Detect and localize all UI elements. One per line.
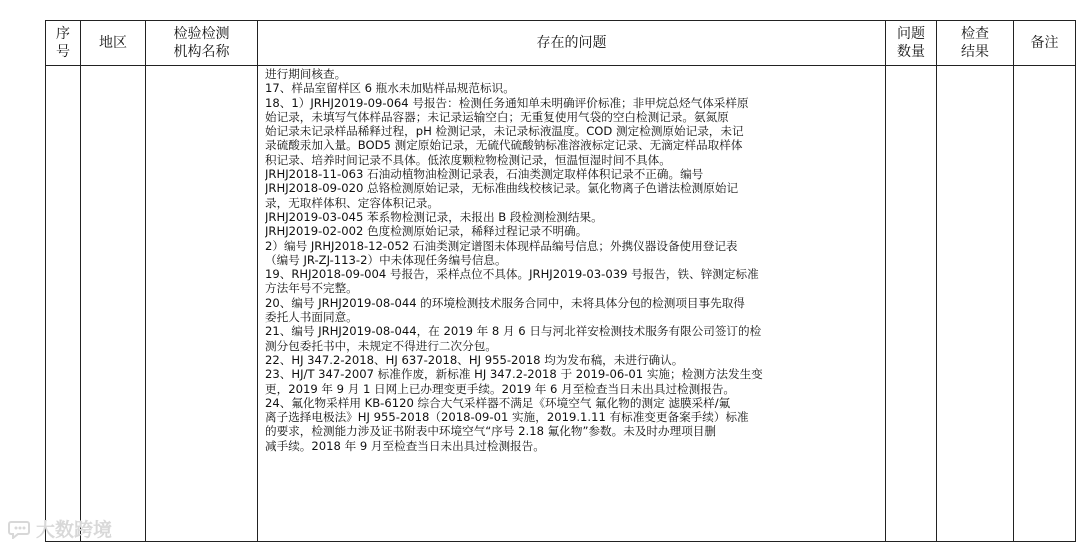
cell-count — [886, 66, 937, 542]
header-region: 地区 — [81, 21, 146, 66]
header-seq: 序 号 — [46, 21, 81, 66]
issue-line: 的要求，检测能力涉及证书附表中环境空气“序号 2.18 氟化物”参数。未及时办理项目删 — [265, 424, 716, 439]
cell-remark — [1014, 66, 1076, 542]
issue-line: 委托人书面同意。 — [265, 310, 358, 325]
issue-line: 24、氟化物采样用 KB-6120 综合大气采样器不满足《环境空气 氟化物的测定 滤膜采样/氟 — [265, 395, 731, 410]
cell-region — [81, 66, 146, 542]
issue-line: JRHJ2018-11-063 石油动植物油检测记录表，石油类测定取样体积记录不正确。编号 — [265, 167, 704, 182]
header-row — [46, 21, 1076, 66]
issue-line: 23、HJ/T 347-2007 标准作废，新标准 HJ 347.2-2018 于 2019-06-01 实施；检测方法发生变 — [265, 367, 763, 382]
issue-line: 22、HJ 347.2-2018、HJ 637-2018、HJ 955-2018 均为发布稿，未进行确认。 — [265, 352, 684, 367]
issue-line: 测分包委托书中，未规定不得进行二次分包。 — [265, 338, 497, 353]
issue-line: 21、编号 JRHJ2019-08-044，在 2019 年 8 月 6 日与河北祥安检测技术服务有限公司签订的检 — [265, 324, 762, 339]
issue-line: 方法年号不完整。 — [265, 281, 358, 296]
header-issues: 存在的问题 — [258, 21, 886, 66]
cell-agency — [146, 66, 258, 542]
issue-line: JRHJ2018-09-020 总铬检测原始记录，无标准曲线校核记录。氯化物离子色谱法检测原始记 — [265, 181, 739, 196]
inspection-table — [45, 20, 1076, 542]
issue-line: 始记录，未填写气体样品容器；未记录运输空白；无重复使用气袋的空白检测记录。氨氮原 — [265, 109, 729, 124]
cell-seq — [46, 66, 81, 542]
issue-line: JRHJ2019-02-002 色度检测原始记录，稀释过程记录不明确。 — [265, 224, 588, 239]
issue-line: 积记录、培养时间记录不具体。低浓度颗粒物检测记录，恒温恒湿时间不具体。 — [265, 152, 671, 167]
chat-bubble-icon — [8, 519, 32, 539]
cell-issues — [258, 66, 886, 542]
issue-line: 录，无取样体积、定容体积记录。 — [265, 195, 439, 210]
issue-line: 更，2019 年 9 月 1 日网上已办理变更手续。2019 年 6 月至检查当日未出具过检测报告。 — [265, 381, 736, 396]
header-agency: 检验检测 机构名称 — [146, 21, 258, 66]
issue-line: （编号 JR-ZJ-113-2）中未体现任务编号信息。 — [265, 252, 507, 267]
issue-line: 19、RHJ2018-09-004 号报告，采样点位不具体。JRHJ2019-03-039 号报告，铁、锌测定标准 — [265, 267, 759, 282]
issue-line: 进行期间核查。 — [265, 67, 347, 81]
cell-result — [937, 66, 1014, 542]
issue-line: 18、1）JRHJ2019-09-064 号报告：检测任务通知单未明确评价标准；非甲烷总烃气体采样原 — [265, 95, 749, 110]
issue-line: 2）编号 JRHJ2018-12-052 石油类测定谱图未体现样品编号信息；外携仪器设备使用登记表 — [265, 238, 738, 253]
issue-line: 20、编号 JRHJ2019-08-044 的环境检测技术服务合同中，未将具体分包的检测项目事先取得 — [265, 295, 745, 310]
header-result: 检查 结果 — [937, 21, 1014, 66]
issue-line: 17、样品室留样区 6 瓶水未加贴样品规范标识。 — [265, 81, 515, 96]
issue-line: 离子选择电极法》HJ 955-2018（2018-09-01 实施，2019.1.11 有标准变更备案手续）标准 — [265, 410, 749, 425]
watermark-text: 大数跨境 — [36, 519, 113, 541]
header-remark: 备注 — [1014, 21, 1076, 66]
table-row — [46, 66, 1076, 542]
issue-line: 减手续。2018 年 9 月至检查当日未出具过检测报告。 — [265, 438, 545, 453]
issue-line: 始记录未记录样品稀释过程，pH 检测记录，未记录标液温度。COD 测定检测原始记录，未记 — [265, 124, 744, 139]
issue-line: JRHJ2019-03-045 苯系物检测记录，未报出 B 段检测检测结果。 — [265, 209, 603, 224]
issue-line: 录硫酸汞加入量。BOD5 测定原始记录，无硫代硫酸钠标准溶液标定记录、无滴定样品取样体 — [265, 138, 743, 153]
header-count: 问题 数量 — [886, 21, 937, 66]
watermark — [8, 515, 112, 542]
